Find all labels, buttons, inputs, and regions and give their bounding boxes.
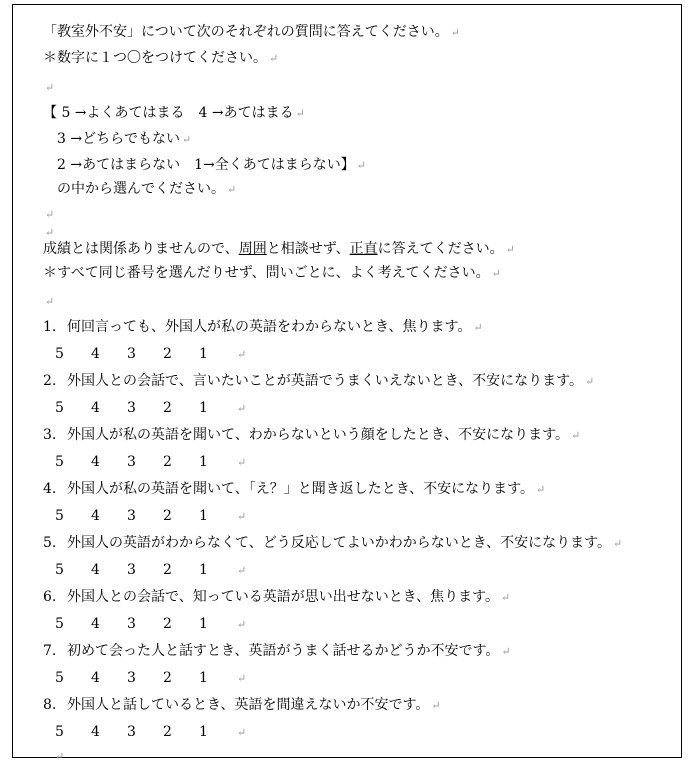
- rating-option[interactable]: 2: [163, 400, 172, 416]
- question-item: [43, 318, 483, 337]
- rating-option[interactable]: 1: [199, 346, 208, 362]
- rating-option[interactable]: 1: [199, 454, 208, 470]
- paragraph-mark: ↵: [431, 699, 441, 712]
- question-text: 外国人の英語がわからなくて、どう反応してよいかわからないとき、不安になります。: [67, 535, 612, 551]
- legend-text-2: 3 →どちらでもない: [57, 131, 180, 147]
- paragraph-mark: ↵: [269, 52, 279, 65]
- blank-line: [43, 292, 54, 311]
- instruction-circle: [43, 49, 278, 68]
- paragraph-mark: ↵: [45, 208, 55, 221]
- rating-option[interactable]: 2: [163, 454, 172, 470]
- paragraph-mark: ↵: [356, 159, 366, 172]
- legend-line-3: [57, 156, 366, 175]
- question-number: 7.: [43, 643, 57, 659]
- rating-option[interactable]: 5: [55, 670, 64, 686]
- rating-option[interactable]: 3: [127, 454, 136, 470]
- rating-option[interactable]: 2: [163, 724, 172, 740]
- rating-scale: [55, 615, 246, 634]
- paragraph-mark: ↵: [237, 726, 247, 739]
- rating-option[interactable]: 4: [91, 724, 100, 740]
- rating-scale: [55, 507, 246, 526]
- question-text: 何回言っても、外国人が私の英語をわからないとき、焦ります。: [67, 319, 472, 335]
- question-number: 3.: [43, 427, 57, 443]
- paragraph-mark: ↵: [536, 483, 546, 496]
- instruction-circle-text: ＊数字に１つ〇をつけてください。: [43, 50, 267, 66]
- rating-option[interactable]: 2: [163, 562, 172, 578]
- instruction-title: [43, 23, 460, 42]
- rating-scale: [55, 561, 246, 580]
- paragraph-mark: ↵: [585, 375, 595, 388]
- underlined-word-1: 周囲: [238, 241, 267, 257]
- rating-option[interactable]: 3: [127, 562, 136, 578]
- rating-option[interactable]: 3: [127, 616, 136, 632]
- rating-option[interactable]: 1: [199, 400, 208, 416]
- rating-option[interactable]: 4: [91, 346, 100, 362]
- rating-scale: [55, 669, 246, 688]
- legend-text-1: 【 5 →よくあてはまる 4 →あてはまる: [43, 105, 294, 121]
- rating-scale: [55, 723, 246, 742]
- rating-option[interactable]: 5: [55, 724, 64, 740]
- note-line-1: [43, 240, 515, 259]
- instruction-title-text: 「教室外不安」について次のそれぞれの質問に答えてください。: [43, 24, 449, 40]
- question-number: 8.: [43, 697, 57, 713]
- paragraph-mark: ↵: [501, 645, 511, 658]
- legend-line-1: [43, 104, 305, 123]
- question-item: [43, 642, 511, 661]
- paragraph-mark: ↵: [237, 348, 247, 361]
- underlined-word-2: 正直: [349, 241, 378, 257]
- question-item: [43, 372, 594, 391]
- question-item: [43, 696, 441, 715]
- legend-line-4: [57, 180, 236, 199]
- question-text: 外国人が私の英語を聞いて、「え？」と聞き返したとき、不安になります。: [67, 481, 535, 497]
- rating-option[interactable]: 5: [55, 616, 64, 632]
- rating-option[interactable]: 3: [127, 508, 136, 524]
- rating-option[interactable]: 3: [127, 670, 136, 686]
- question-text: 外国人が私の英語を聞いて、わからないという顔をしたとき、不安になります。: [67, 427, 570, 443]
- paragraph-mark: ↵: [181, 133, 192, 146]
- paragraph-mark: ↵: [505, 243, 515, 256]
- paragraph-mark: ↵: [237, 402, 247, 415]
- blank-line: [43, 78, 54, 97]
- blank-line: [53, 747, 64, 766]
- rating-option[interactable]: 1: [199, 724, 208, 740]
- document-page: [12, 4, 682, 763]
- question-number: 2.: [43, 373, 57, 389]
- rating-option[interactable]: 2: [163, 508, 172, 524]
- rating-option[interactable]: 1: [199, 616, 208, 632]
- question-number: 6.: [43, 589, 57, 605]
- rating-option[interactable]: 1: [199, 670, 208, 686]
- rating-option[interactable]: 4: [91, 400, 100, 416]
- paragraph-mark: ↵: [45, 295, 55, 308]
- paragraph-mark: ↵: [237, 456, 247, 469]
- paragraph-mark: ↵: [295, 107, 305, 120]
- question-number: 5.: [43, 535, 57, 551]
- paragraph-mark: ↵: [501, 591, 511, 604]
- rating-option[interactable]: 3: [127, 400, 136, 416]
- note-line-2: [43, 264, 501, 283]
- question-item: [43, 588, 510, 607]
- question-number: 1.: [43, 319, 57, 335]
- rating-option[interactable]: 4: [91, 562, 100, 578]
- rating-option[interactable]: 4: [91, 670, 100, 686]
- legend-line-2: [57, 130, 191, 149]
- rating-option[interactable]: 5: [55, 562, 64, 578]
- rating-option[interactable]: 3: [127, 724, 136, 740]
- note-text: と相談せず、: [266, 241, 350, 257]
- question-item: [43, 426, 580, 445]
- paragraph-mark: ↵: [45, 226, 55, 239]
- legend-text-4: の中から選んでください。: [57, 181, 225, 197]
- paragraph-mark: ↵: [237, 618, 247, 631]
- question-text: 外国人との会話で、言いたいことが英語でうまくいえないとき、不安になります。: [67, 373, 584, 389]
- note-text-2: ＊すべて同じ番号を選んだりせず、問いごとに、よく考えてください。: [43, 265, 490, 281]
- note-text: に答えてください。: [377, 241, 504, 257]
- rating-option[interactable]: 5: [55, 508, 64, 524]
- paragraph-mark: ↵: [473, 321, 483, 334]
- rating-option[interactable]: 5: [55, 346, 64, 362]
- rating-option[interactable]: 3: [127, 346, 136, 362]
- rating-option[interactable]: 4: [91, 616, 100, 632]
- rating-option[interactable]: 5: [55, 400, 64, 416]
- rating-scale: [55, 345, 246, 364]
- rating-option[interactable]: 4: [91, 508, 100, 524]
- rating-option[interactable]: 1: [199, 508, 208, 524]
- paragraph-mark: ↵: [55, 750, 65, 763]
- note-text: 成績とは関係ありませんので、: [43, 241, 239, 257]
- paragraph-mark: ↵: [613, 537, 623, 550]
- legend-text-3: 2 →あてはまらない 1→全くあてはまらない】: [57, 157, 355, 173]
- question-text: 初めて会った人と話すとき、英語がうまく話せるかどうか不安です。: [67, 643, 500, 659]
- paragraph-mark: ↵: [227, 183, 237, 196]
- question-item: [43, 534, 622, 553]
- question-text: 外国人と話しているとき、英語を間違えないか不安です。: [67, 697, 430, 713]
- question-number: 4.: [43, 481, 57, 497]
- paragraph-mark: ↵: [237, 510, 247, 523]
- question-text: 外国人との会話で、知っている英語が思い出せないとき、焦ります。: [67, 589, 500, 605]
- blank-line: [43, 205, 54, 224]
- paragraph-mark: ↵: [45, 81, 55, 94]
- rating-scale: [55, 453, 246, 472]
- rating-option[interactable]: 4: [91, 454, 100, 470]
- paragraph-mark: ↵: [571, 429, 581, 442]
- question-item: [43, 480, 545, 499]
- rating-option[interactable]: 2: [163, 616, 172, 632]
- paragraph-mark: ↵: [450, 26, 460, 39]
- rating-scale: [55, 399, 246, 418]
- rating-option[interactable]: 2: [163, 346, 172, 362]
- rating-option[interactable]: 2: [163, 670, 172, 686]
- rating-option[interactable]: 1: [199, 562, 208, 578]
- paragraph-mark: ↵: [237, 672, 247, 685]
- rating-option[interactable]: 5: [55, 454, 64, 470]
- paragraph-mark: ↵: [491, 267, 501, 280]
- paragraph-mark: ↵: [237, 564, 247, 577]
